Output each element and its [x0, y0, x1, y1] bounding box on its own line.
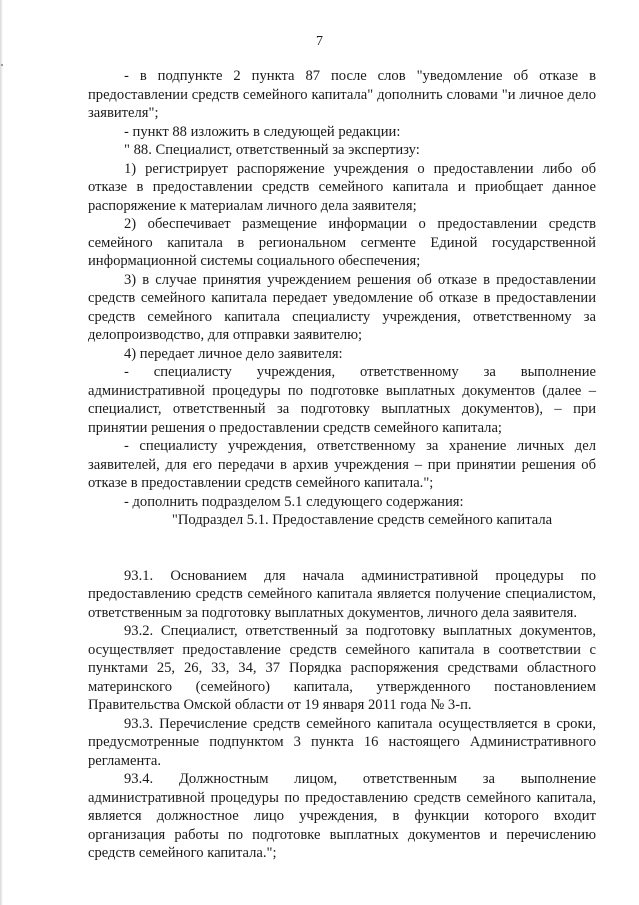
paragraph-item-88-intro: - пункт 88 изложить в следующей редакции: [124, 123, 401, 140]
paragraph-88-2: 2) обеспечивает размещение информации о предоставлении средств семейного капитала в региональном сегменте Единой государственной информационной системы социального обеспечения; [88, 216, 596, 269]
paragraph-88-heading: " 88. Специалист, ответственный за экспертизу: [124, 142, 420, 158]
paragraph-88-4: 4) передает личное дело заявителя: [124, 345, 343, 362]
paragraph-93-2: 93.2. Специалист, ответственный за подготовку выплатных документов, осуществляет предоставление средств семейного капитала в соответствии с пунктами 25, 26, 33, 34, 37 Порядка распоряжения средствами областного материнского (семейного) капитала, утвержденного постановлением Правительства Омской области от 19 января 2011 года № 3-п. [88, 623, 596, 713]
scan-edge-shadow [0, 0, 3, 905]
paragraph-93-4: 93.4. Должностным лицом, ответственным за выполнение административной процедуры по предоставлению средств семейного капитала, является должностное лицо учреждения, в функции которого входит организация работы по подготовке выплатных документов и перечислению средств семейного капитала."; [88, 771, 596, 861]
paragraph-add-subsection: - дополнить подразделом 5.1 следующего содержания: [124, 493, 464, 510]
document-body [88, 67, 596, 863]
paragraph-amend-87: - в подпункте 2 пункта 87 после слов "уведомление об отказе в предоставлении средств семейного капитала" дополнить словами "и личное дело заявителя"; [88, 68, 596, 121]
blank-space [88, 530, 596, 567]
paragraph-93-3: 93.3. Перечисление средств семейного капитала осуществляется в сроки, предусмотренные подпунктом 3 пункта 16 настоящего Административного регламента. [88, 715, 596, 769]
paragraph-88-4-b: - специалисту учреждения, ответственному за хранение личных дел заявителей, для его передачи в архив учреждения – при принятии решения об отказе в предоставлении средств семейного капитала."; [88, 438, 596, 491]
paragraph-93-1: 93.1. Основанием для начала административной процедуры по предоставлению средств семейного капитала является получение специалистом, ответственным за подготовку выплатных документов, личного дела заявителя. [88, 567, 596, 621]
paragraph-88-1: 1) регистрирует распоряжение учреждения о предоставлении либо об отказе в предоставлении средств семейного капитала и приобщает данное распоряжение к материалам личного дела заявителя; [88, 160, 596, 214]
paragraph-88-3: 3) в случае принятия учреждением решения об отказе в предоставлении средств семейного капитала передает уведомление об отказе в предоставлении средств семейного капитала специалисту учреждения, ответственному за делопроизводство, для отправки заявителю; [88, 271, 596, 343]
scan-artifact [1, 64, 3, 66]
paragraph-88-4-a: - специалисту учреждения, ответственному за выполнение административной процедуры по подготовке выплатных документов (далее – специалист, ответственный за подготовку выплатных документов), – при принятии решения о предоставлении средств семейного капитала; [88, 364, 596, 436]
page-number: 7 [316, 34, 323, 49]
subsection-heading: "Подраздел 5.1. Предоставление средств семейного капитала [171, 512, 553, 528]
